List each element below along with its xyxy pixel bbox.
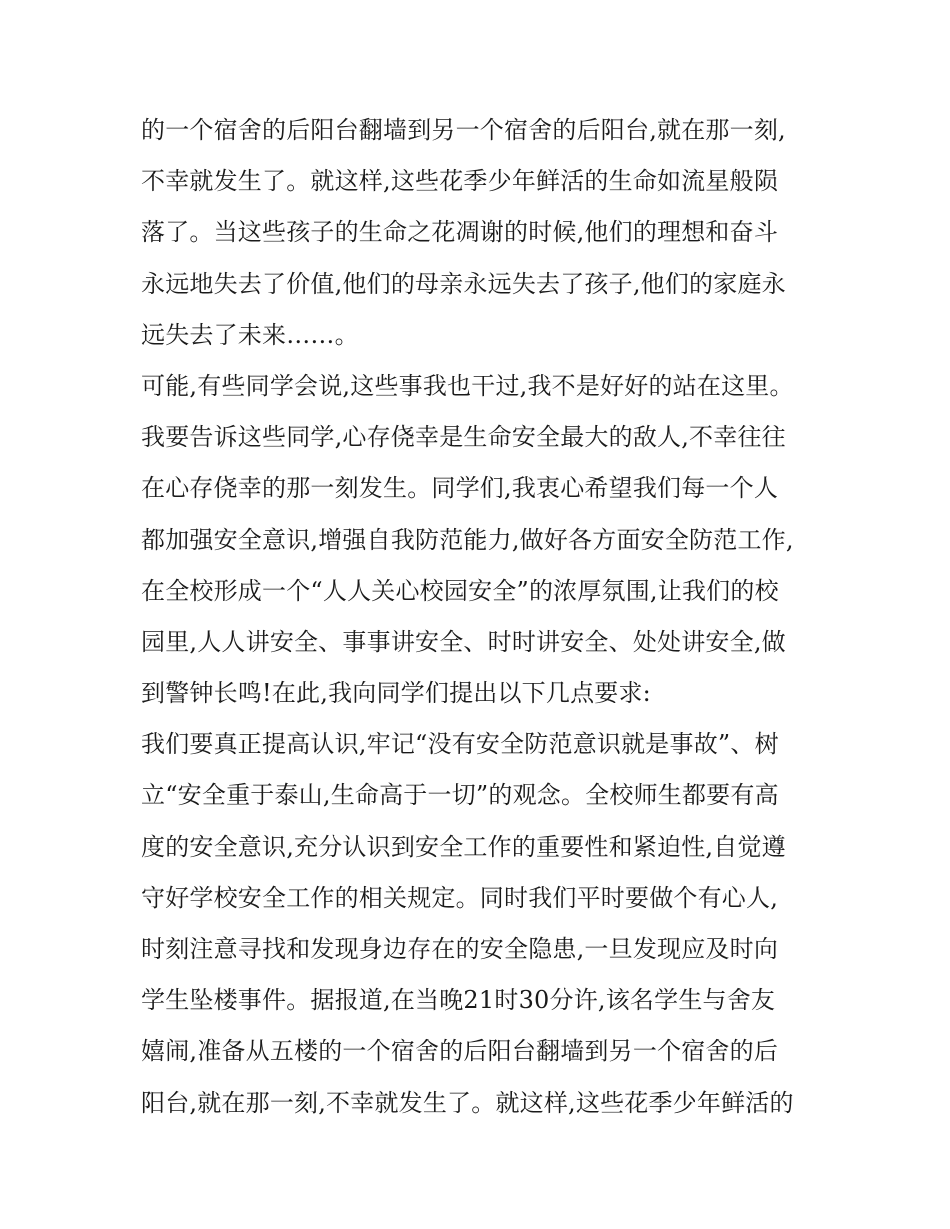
text-line: 落了。当这些孩子的生命之花凋谢的时候,他们的理想和奋斗 [141,218,779,247]
text-line: 都加强安全意识,增强自我防范能力,做好各方面安全防范工作, [141,525,794,554]
document-body [141,105,821,1129]
text-line: 可能,有些同学会说,这些事我也干过,我不是好好的站在这里。 [141,371,794,400]
text-line: 守好学校安全工作的相关规定。同时我们平时要做个有心人, [141,883,779,912]
text-line: 到警钟长鸣!在此,我向同学们提出以下几点要求: [141,679,651,708]
text-line: 我要告诉这些同学,心存侥幸是生命安全最大的敌人,不幸往往 [141,423,786,452]
text-line: 阳台,就在那一刻,不幸就发生了。就这样,这些花季少年鲜活的 [141,1088,794,1117]
text-line: 嬉闹,准备从五楼的一个宿舍的后阳台翻墙到另一个宿舍的后 [141,1037,779,1066]
text-line: 永远地失去了价值,他们的母亲永远失去了孩子,他们的家庭永 [141,269,786,298]
text-line: 远失去了未来……。 [141,320,359,349]
text-line: 我们要真正提高认识,牢记“没有安全防范意识就是事故”、树 [141,730,779,759]
text-line: 时刻注意寻找和发现身边存在的安全隐患,一旦发现应及时向 [141,935,779,963]
text-line: 在全校形成一个“人人关心校园安全”的浓厚氛围,让我们的校 [141,576,779,605]
text-line: 学生坠楼事件。据报道,在当晚21时30分许,该名学生与舍友 [141,986,776,1015]
text-line: 园里,人人讲安全、事事讲安全、时时讲安全、处处讲安全,做 [141,627,786,656]
text-line: 的一个宿舍的后阳台翻墙到另一个宿舍的后阳台,就在那一刻, [141,116,786,144]
text-line: 立“安全重于泰山,生命高于一切”的观念。全校师生都要有高 [141,781,779,810]
text-line: 不幸就发生了。就这样,这些花季少年鲜活的生命如流星般陨 [141,167,779,196]
text-line: 度的安全意识,充分认识到安全工作的重要性和紧迫性,自觉遵 [141,832,786,861]
text-line: 在心存侥幸的那一刻发生。同学们,我衷心希望我们每一个人 [141,474,779,503]
